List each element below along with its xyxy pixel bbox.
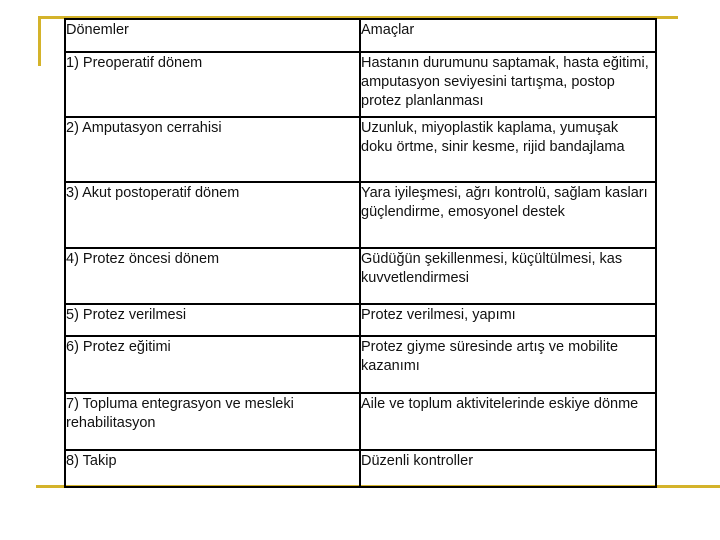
table-row xyxy=(65,393,656,450)
phase-cell: 7) Topluma entegrasyon ve mesleki rehabilitasyon xyxy=(65,393,360,450)
table-row xyxy=(65,248,656,304)
table-row xyxy=(65,336,656,393)
goals-cell: Protez giyme süresinde artış ve mobilite kazanımı xyxy=(360,336,656,393)
phase-cell: 3) Akut postoperatif dönem xyxy=(65,182,360,248)
left-accent-rule xyxy=(38,16,41,66)
phase-cell: 1) Preoperatif dönem xyxy=(65,52,360,117)
phase-cell: 4) Protez öncesi dönem xyxy=(65,248,360,304)
goals-cell: Uzunluk, miyoplastik kaplama, yumuşak doku örtme, sinir kesme, rijid bandajlama xyxy=(360,117,656,182)
goals-cell: Protez verilmesi, yapımı xyxy=(360,304,656,336)
table-row xyxy=(65,52,656,117)
goals-cell: Hastanın durumunu saptamak, hasta eğitimi, amputasyon seviyesini tartışma, postop protez planlanması xyxy=(360,52,656,117)
phase-cell: 8) Takip xyxy=(65,450,360,487)
phase-cell: 2) Amputasyon cerrahisi xyxy=(65,117,360,182)
goals-cell: Yara iyileşmesi, ağrı kontrolü, sağlam kasları güçlendirme, emosyonel destek xyxy=(360,182,656,248)
phase-cell: 5) Protez verilmesi xyxy=(65,304,360,336)
header-phases: Dönemler xyxy=(65,19,360,52)
table-row xyxy=(65,117,656,182)
goals-cell: Aile ve toplum aktivitelerinde eskiye dönme xyxy=(360,393,656,450)
rehabilitation-phases-table xyxy=(64,18,657,488)
header-goals: Amaçlar xyxy=(360,19,656,52)
table-row xyxy=(65,182,656,248)
goals-cell: Güdüğün şekillenmesi, küçültülmesi, kas kuvvetlendirmesi xyxy=(360,248,656,304)
table-row xyxy=(65,450,656,487)
phase-cell: 6) Protez eğitimi xyxy=(65,336,360,393)
table-row xyxy=(65,304,656,336)
table-header-row xyxy=(65,19,656,52)
goals-cell: Düzenli kontroller xyxy=(360,450,656,487)
